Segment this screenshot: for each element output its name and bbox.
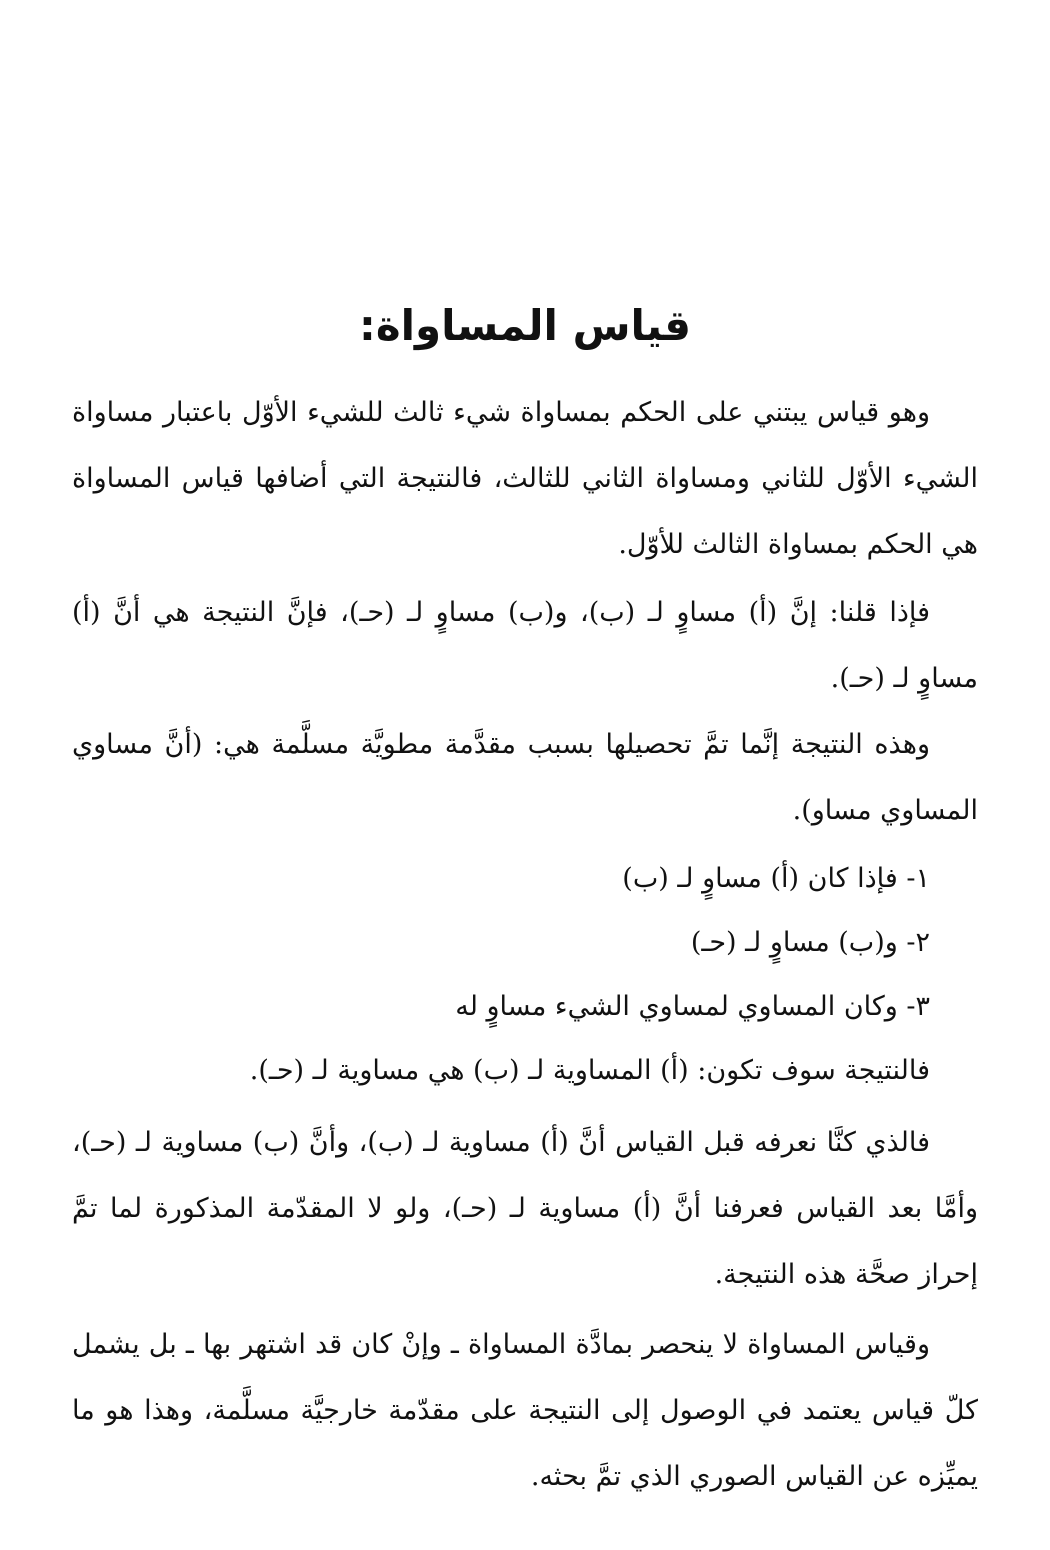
section-title: قياس المساواة:: [359, 301, 691, 350]
list-item-1: ١- فإذا كان (أ) مساوٍ لـ (ب): [622, 863, 930, 894]
paragraph-definition: وهو قياس يبتني على الحكم بمساواة شيء ثالث للشيء الأوّل باعتبار مساواة الشيء الأوّل للثاني ومساواة الثاني للثالث، فالنتيجة التي أضافها قياس المساواة هي الحكم بمساواة الثالث للأوّل.: [72, 397, 978, 560]
paragraph-hidden-premise: وهذه النتيجة إنَّما تمَّ تحصيلها بسبب مقدَّمة مطويَّة مسلَّمة هي: (أنَّ مساوي المساوي مساو).: [72, 729, 978, 826]
paragraph-example: فإذا قلنا: إنَّ (أ) مساوٍ لـ (ب)، و(ب) مساوٍ لـ (حـ)، فإنَّ النتيجة هي أنَّ (أ) مساوٍ لـ (حـ).: [72, 597, 978, 694]
list-conclusion: فالنتيجة سوف تكون: (أ) المساوية لـ (ب) هي مساوية لـ (حـ).: [249, 1055, 930, 1086]
list-item-3: ٣- وكان المساوي لمساوي الشيء مساوٍ له: [455, 991, 930, 1022]
paragraph-scope: وقياس المساواة لا ينحصر بمادَّة المساواة ـ وإنْ كان قد اشتهر بها ـ بل يشمل كلّ قياس يعتمد في الوصول إلى النتيجة على مقدّمة خارجيَّة مسلَّمة، وهذا هو ما يميِّزه عن القياس الصوري الذي تمَّ بحثه.: [72, 1329, 978, 1492]
document-page: [72, 0, 978, 1550]
paragraph-before-after: فالذي كنَّا نعرفه قبل القياس أنَّ (أ) مساوية لـ (ب)، وأنَّ (ب) مساوية لـ (حـ)، وأمَّا بعد القياس فعرفنا أنَّ (أ) مساوية لـ (حـ)، ولو لا المقدّمة المذكورة لما تمَّ إحراز صحَّة هذه النتيجة.: [72, 1127, 978, 1290]
list-item-2: ٢- و(ب) مساوٍ لـ (حـ): [690, 927, 930, 958]
